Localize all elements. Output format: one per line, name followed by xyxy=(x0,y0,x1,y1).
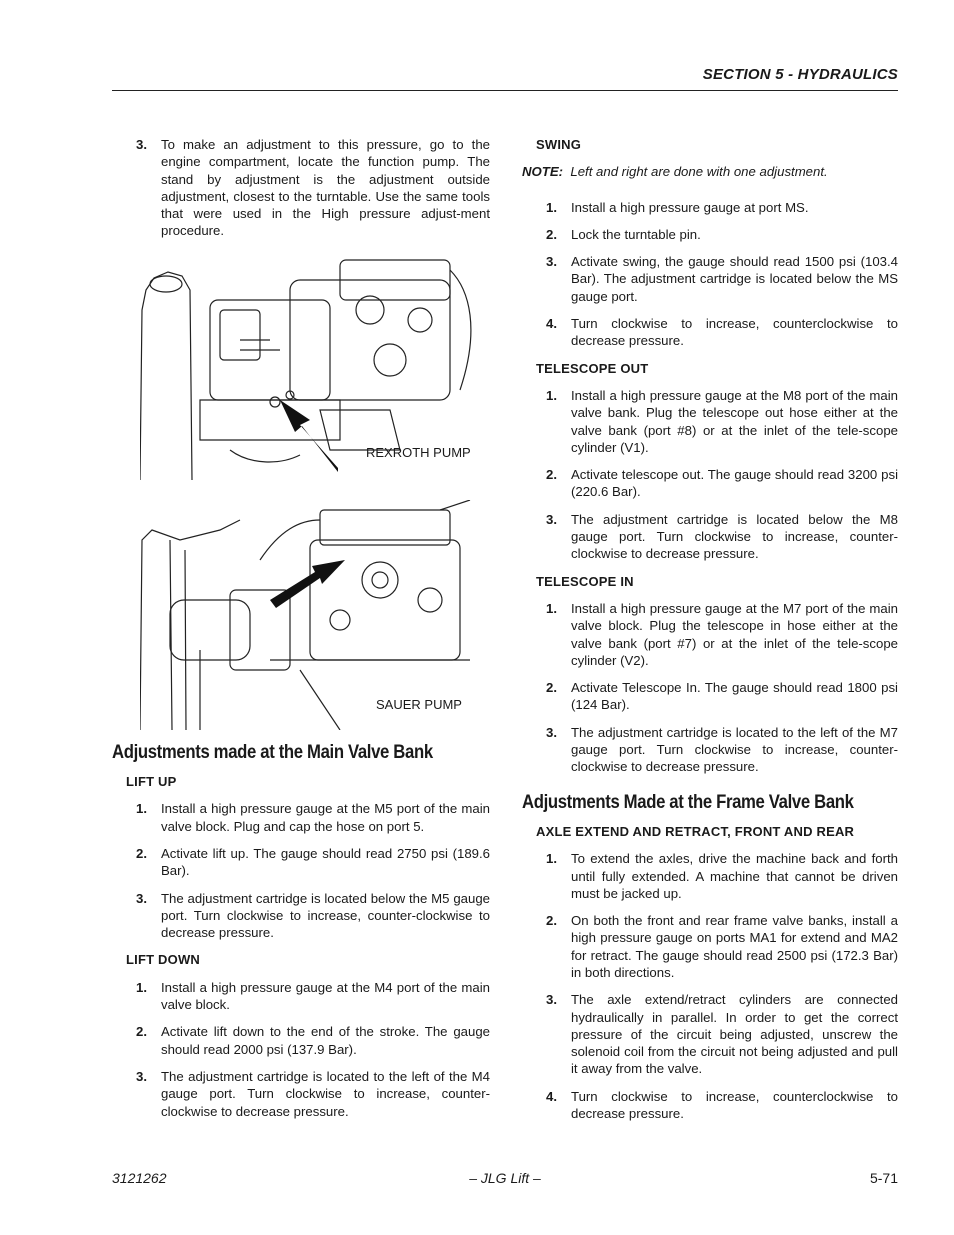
lift-up-step-2 xyxy=(112,845,490,880)
lift-down-step-1 xyxy=(112,979,490,1014)
telescope-out-step-1 xyxy=(522,387,898,456)
lift-down-step-2 xyxy=(112,1023,490,1058)
sauer-pump-figure xyxy=(140,500,490,730)
page-number: 5-71 xyxy=(869,1170,898,1186)
step-number: 2. xyxy=(546,913,557,929)
lift-up-step-3 xyxy=(112,890,490,942)
step-text: Turn clockwise to increase, counterclockwise to decrease pressure. xyxy=(571,316,898,349)
telescope-in-step-3 xyxy=(522,724,898,776)
main-valve-bank-heading: Adjustments made at the Main Valve Bank xyxy=(112,741,433,763)
step-text: Activate swing, the gauge should read 1500 psi (103.4 Bar). The adjustment cartridge is located below the MS gauge port. xyxy=(571,254,898,304)
swing-step-4 xyxy=(522,315,898,350)
doc-number: 3121262 xyxy=(112,1170,167,1186)
axle-step-2 xyxy=(522,912,898,981)
step-text: The adjustment cartridge is located to the left of the M4 gauge port. Turn clockwise to increase, counter-clockwise to decrease pressure. xyxy=(161,1068,490,1119)
step-text: Install a high pressure gauge at the M4 port of the main valve block. xyxy=(161,979,490,1013)
step-text: The adjustment cartridge is located below the M5 gauge port. Turn clockwise to increase, counter-clockwise to decrease pressure. xyxy=(161,890,490,941)
axle-subheading: AXLE EXTEND AND RETRACT, FRONT AND REAR xyxy=(536,823,855,839)
step-text: Activate Telescope In. The gauge should read 1800 psi (124 Bar). xyxy=(571,680,898,713)
step-number: 2. xyxy=(546,467,557,483)
lift-down-step-3 xyxy=(112,1068,490,1120)
note-text: Left and right are done with one adjustment. xyxy=(570,164,828,180)
step-number: 4. xyxy=(546,316,557,332)
step-number: 3. xyxy=(136,137,147,152)
step-number: 3. xyxy=(546,992,557,1008)
sauer-pump-label: SAUER PUMP xyxy=(376,696,462,712)
step-number: 3. xyxy=(546,724,557,740)
swing-step-1 xyxy=(522,199,898,216)
telescope-out-step-2 xyxy=(522,466,898,501)
step-number: 2. xyxy=(136,1024,147,1040)
footer-publisher: – JLG Lift – xyxy=(469,1170,541,1186)
frame-valve-bank-heading: Adjustments Made at the Frame Valve Bank xyxy=(522,791,854,813)
step-number: 4. xyxy=(546,1088,557,1104)
telescope-out-subheading: TELESCOPE OUT xyxy=(536,360,649,376)
step-number: 1. xyxy=(136,979,147,995)
step-text: Install a high pressure gauge at port MS. xyxy=(571,199,809,215)
step-text: The axle extend/retract cylinders are connected hydraulically in parallel. In order to get the correct pressure of the circuit being adjusted, unscrew the solenoid coil from the circuit not being adjusted and pull it away from the valve. xyxy=(571,992,898,1077)
page-header xyxy=(112,64,898,91)
telescope-in-step-2 xyxy=(522,679,898,714)
step-text: Lock the turntable pin. xyxy=(571,226,701,242)
right-column xyxy=(522,136,898,1132)
lift-up-step-1 xyxy=(112,800,490,835)
note-label: NOTE: xyxy=(522,164,564,180)
step-number: 1. xyxy=(546,199,557,215)
lift-up-subheading: LIFT UP xyxy=(126,774,177,790)
rexroth-pump-figure xyxy=(140,250,490,480)
step-number: 1. xyxy=(546,851,557,867)
step-number: 3. xyxy=(136,1068,147,1084)
step-text: The adjustment cartridge is located below the M8 gauge port. Turn clockwise to increase, counter-clockwise to decrease pressure. xyxy=(571,511,898,562)
step-text: To make an adjustment to this pressure, go to the engine compartment, locate the function pump. The stand by adjustment is the adjustment outside adjustment, closest to the turntable. Use the same tools that were used in the High pressure adjust-ment procedure. xyxy=(161,137,490,239)
step-text: On both the front and rear frame valve banks, install a high pressure gauge on ports MA1 for extend and MA2 for retract. The gauge should read 2500 psi (172.3 Bar) in both directions. xyxy=(571,913,898,980)
lift-down-subheading: LIFT DOWN xyxy=(126,952,201,968)
telescope-in-subheading: TELESCOPE IN xyxy=(536,573,634,589)
step-number: 2. xyxy=(546,680,557,696)
step-text: To extend the axles, drive the machine back and forth until fully extended. A machine that cannot be driven must be jacked up. xyxy=(571,851,898,901)
step-3-adjustment xyxy=(112,136,490,240)
swing-subheading: SWING xyxy=(536,137,582,152)
step-text: Install a high pressure gauge at the M8 port of the main valve bank. Plug the telescope out hose either at the valve bank (port #8) or at the inlet of the tele-scope cylinder (V1). xyxy=(571,387,898,455)
section-title: SECTION 5 - HYDRAULICS xyxy=(702,66,898,83)
step-number: 3. xyxy=(546,511,557,527)
step-text: Install a high pressure gauge at the M5 port of the main valve block. Plug and cap the hose on port 5. xyxy=(161,801,490,834)
step-number: 3. xyxy=(546,254,557,270)
step-number: 2. xyxy=(136,845,147,861)
step-text: The adjustment cartridge is located to the left of the M7 gauge port. Turn clockwise to increase, counter-clockwise to decrease pressure. xyxy=(571,724,898,775)
telescope-out-step-3 xyxy=(522,511,898,563)
step-text: Activate lift up. The gauge should read 2750 psi (189.6 Bar). xyxy=(161,845,490,879)
step-text: Install a high pressure gauge at the M7 port of the main valve block. Plug the telescope in hose either at the valve bank (port #7) or at the inlet of the tele-scope cylinder (V2). xyxy=(571,600,898,668)
axle-step-3 xyxy=(522,991,898,1077)
swing-step-2 xyxy=(522,226,898,243)
step-number: 2. xyxy=(546,226,557,242)
left-column xyxy=(112,136,490,1130)
step-number: 1. xyxy=(546,600,557,616)
swing-step-3 xyxy=(522,253,898,305)
axle-step-1 xyxy=(522,850,898,902)
rexroth-pump-label: REXROTH PUMP xyxy=(366,444,471,460)
axle-step-4 xyxy=(522,1088,898,1123)
step-text: Activate telescope out. The gauge should read 3200 psi (220.6 Bar). xyxy=(571,467,898,500)
step-number: 1. xyxy=(136,801,147,817)
swing-note xyxy=(522,163,898,180)
step-text: Activate lift down to the end of the stroke. The gauge should read 2000 psi (137.9 Bar). xyxy=(161,1024,490,1057)
telescope-in-step-1 xyxy=(522,600,898,669)
step-number: 3. xyxy=(136,890,147,906)
step-number: 1. xyxy=(546,387,557,403)
step-text: Turn clockwise to increase, counterclockwise to decrease pressure. xyxy=(571,1088,898,1122)
